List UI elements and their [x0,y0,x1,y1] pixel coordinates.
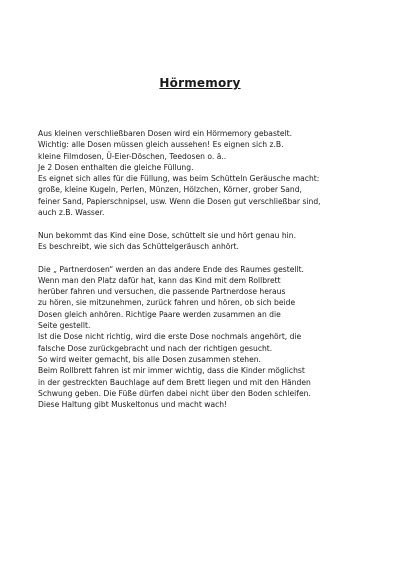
text-line: Es beschreibt, wie sich das Schüttelgeräusch anhört. [38,241,239,251]
text-line: herüber fahren und versuchen, die passende Partnerdose heraus [38,287,286,297]
text-line: große, kleine Kugeln, Perlen, Münzen, Hölzchen, Körner, grober Sand, [38,185,302,195]
paragraph-listening [38,230,378,253]
text-line: Aus kleinen verschließbaren Dosen wird ein Hörmemory gebastelt. [38,129,293,138]
paragraph-materials [38,128,378,218]
text-line: So wird weiter gemacht, bis alle Dosen zusammen stehen. [38,354,261,364]
page-title: Hörmemory [159,76,241,90]
text-line: Die „ Partnerdosen“ werden an das andere Ende des Raumes gestellt. [38,264,304,274]
text-line: Diese Haltung gibt Muskeltonus und macht wach! [38,400,228,410]
document-body [38,128,378,410]
paragraph-game-rules [38,264,378,411]
text-line: Es eignet sich alles für die Füllung, was beim Schütteln Geräusche macht: [38,174,320,184]
text-line: Seite gestellt. [38,321,91,331]
text-line: feiner Sand, Papierschnipsel, usw. Wenn die Dosen gut verschließbar sind, [38,196,321,206]
text-line: Schwung geben. Die Füße dürfen dabei nicht über den Boden schleifen. [38,388,311,398]
text-line: Nun bekommt das Kind eine Dose, schüttelt sie und hört genau hin. [38,230,296,240]
text-line: falsche Dose zurückgebracht und nach der richtigen gesucht. [38,343,273,353]
text-line: zu hören, sie mitzunehmen, zurück fahren und hören, ob sich beide [38,298,296,308]
text-line: Wenn man den Platz dafür hat, kann das Kind mit dem Rollbrett [38,275,281,285]
text-line: Beim Rollbrett fahren ist mir immer wichtig, dass die Kinder möglichst [38,366,305,376]
text-line: in der gestreckten Bauchlage auf dem Brett liegen und mit den Händen [38,377,311,387]
text-line: kleine Filmdosen, Ü-Eier-Döschen, Teedosen o. ä.. [38,151,227,161]
text-line: Dosen gleich anhören. Richtige Paare werden zusammen an die [38,309,281,319]
text-line: Wichtig: alle Dosen müssen gleich aussehen! Es eignen sich z.B. [38,140,284,150]
text-line: Je 2 Dosen enthalten die gleiche Füllung. [38,162,194,172]
text-line: auch z.B. Wasser. [38,208,105,218]
text-line: Ist die Dose nicht richtig, wird die erste Dose nochmals angehört, die [38,332,302,342]
